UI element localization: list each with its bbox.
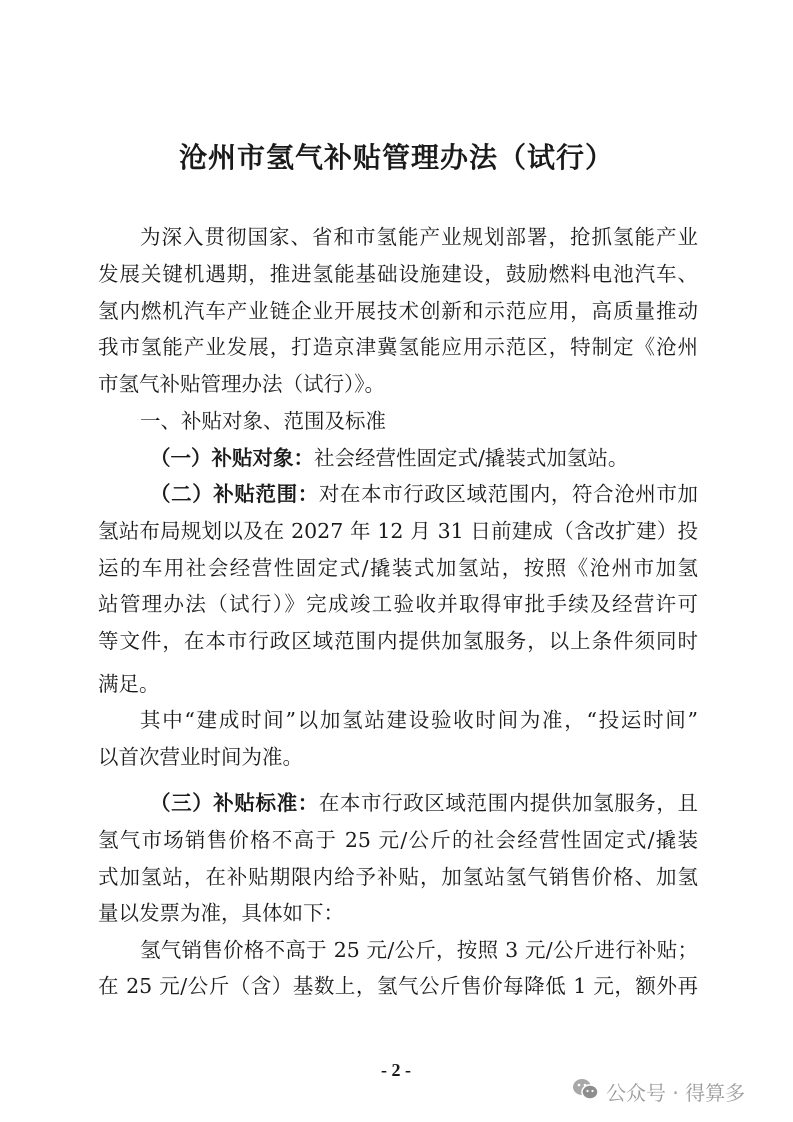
body-line: 运的车用社会经营性固定式/撬装式加氢站，按照《沧州市加氢 — [98, 556, 698, 580]
item-label: （三）补贴标准： — [150, 791, 319, 815]
item-subsidy-scope — [150, 479, 698, 509]
body-line: 站管理办法（试行）》完成竣工验收并取得审批手续及经营许可 — [98, 592, 698, 616]
watermark-text: 公众号 · 得算多 — [606, 1081, 746, 1105]
body-line: 等文件，在本市行政区域范围内提供加氢服务，以上条件须同时 — [98, 629, 698, 653]
intro-line: 氢内燃机汽车产业链企业开展技术创新和示范应用，高质量推动 — [98, 299, 698, 323]
section-heading: 一、补贴对象、范围及标准 — [140, 409, 386, 433]
wechat-icon — [572, 1077, 600, 1106]
item-label: （二）补贴范围： — [150, 482, 319, 506]
intro-line: 发展关键机遇期，推进氢能基础设施建设，鼓励燃料电池汽车、 — [98, 262, 698, 286]
item-text: 在本市行政区域范围内提供加氢服务，且 — [318, 791, 699, 815]
body-line: 量以发票为准，具体如下： — [98, 901, 344, 925]
intro-line: 我市氢能产业发展，打造京津冀氢能应用示范区，特制定《沧州 — [98, 335, 698, 359]
note-line: 以首次营业时间为准。 — [98, 745, 303, 769]
watermark — [572, 1077, 745, 1106]
note-line: 其中“建成时间”以加氢站建设验收时间为准，“投运时间” — [140, 708, 698, 732]
body-line: 式加氢站，在补贴期限内给予补贴，加氢站氢气销售价格、加氢 — [98, 865, 698, 889]
item-label: （一）补贴对象： — [150, 446, 314, 470]
body-line: 氢气市场销售价格不高于 25 元/公斤的社会经营性固定式/撬装 — [98, 828, 698, 852]
standard-line: 在 25 元/公斤（含）基数上，氢气公斤售价每降低 1 元，额外再 — [98, 974, 698, 998]
item-subsidy-target — [150, 443, 698, 473]
intro-line: 为深入贯彻国家、省和市氢能产业规划部署，抢抓氢能产业 — [140, 225, 698, 249]
body-line: 氢站布局规划以及在 2027 年 12 月 31 日前建成（含改扩建）投 — [98, 519, 698, 543]
item-subsidy-standard — [150, 788, 698, 818]
item-text: 对在本市行政区域范围内，符合沧州市加 — [318, 482, 699, 506]
item-text: 社会经营性固定式/撬装式加氢站。 — [314, 446, 629, 470]
body-line: 满足。 — [98, 672, 160, 696]
standard-line: 氢气销售价格不高于 25 元/公斤，按照 3 元/公斤进行补贴； — [140, 938, 698, 962]
intro-line: 市氢气补贴管理办法（试行）》。 — [98, 372, 385, 396]
page-number: - 2 - — [381, 1060, 411, 1080]
document-title: 沧州市氢气补贴管理办法（试行） — [178, 141, 614, 174]
